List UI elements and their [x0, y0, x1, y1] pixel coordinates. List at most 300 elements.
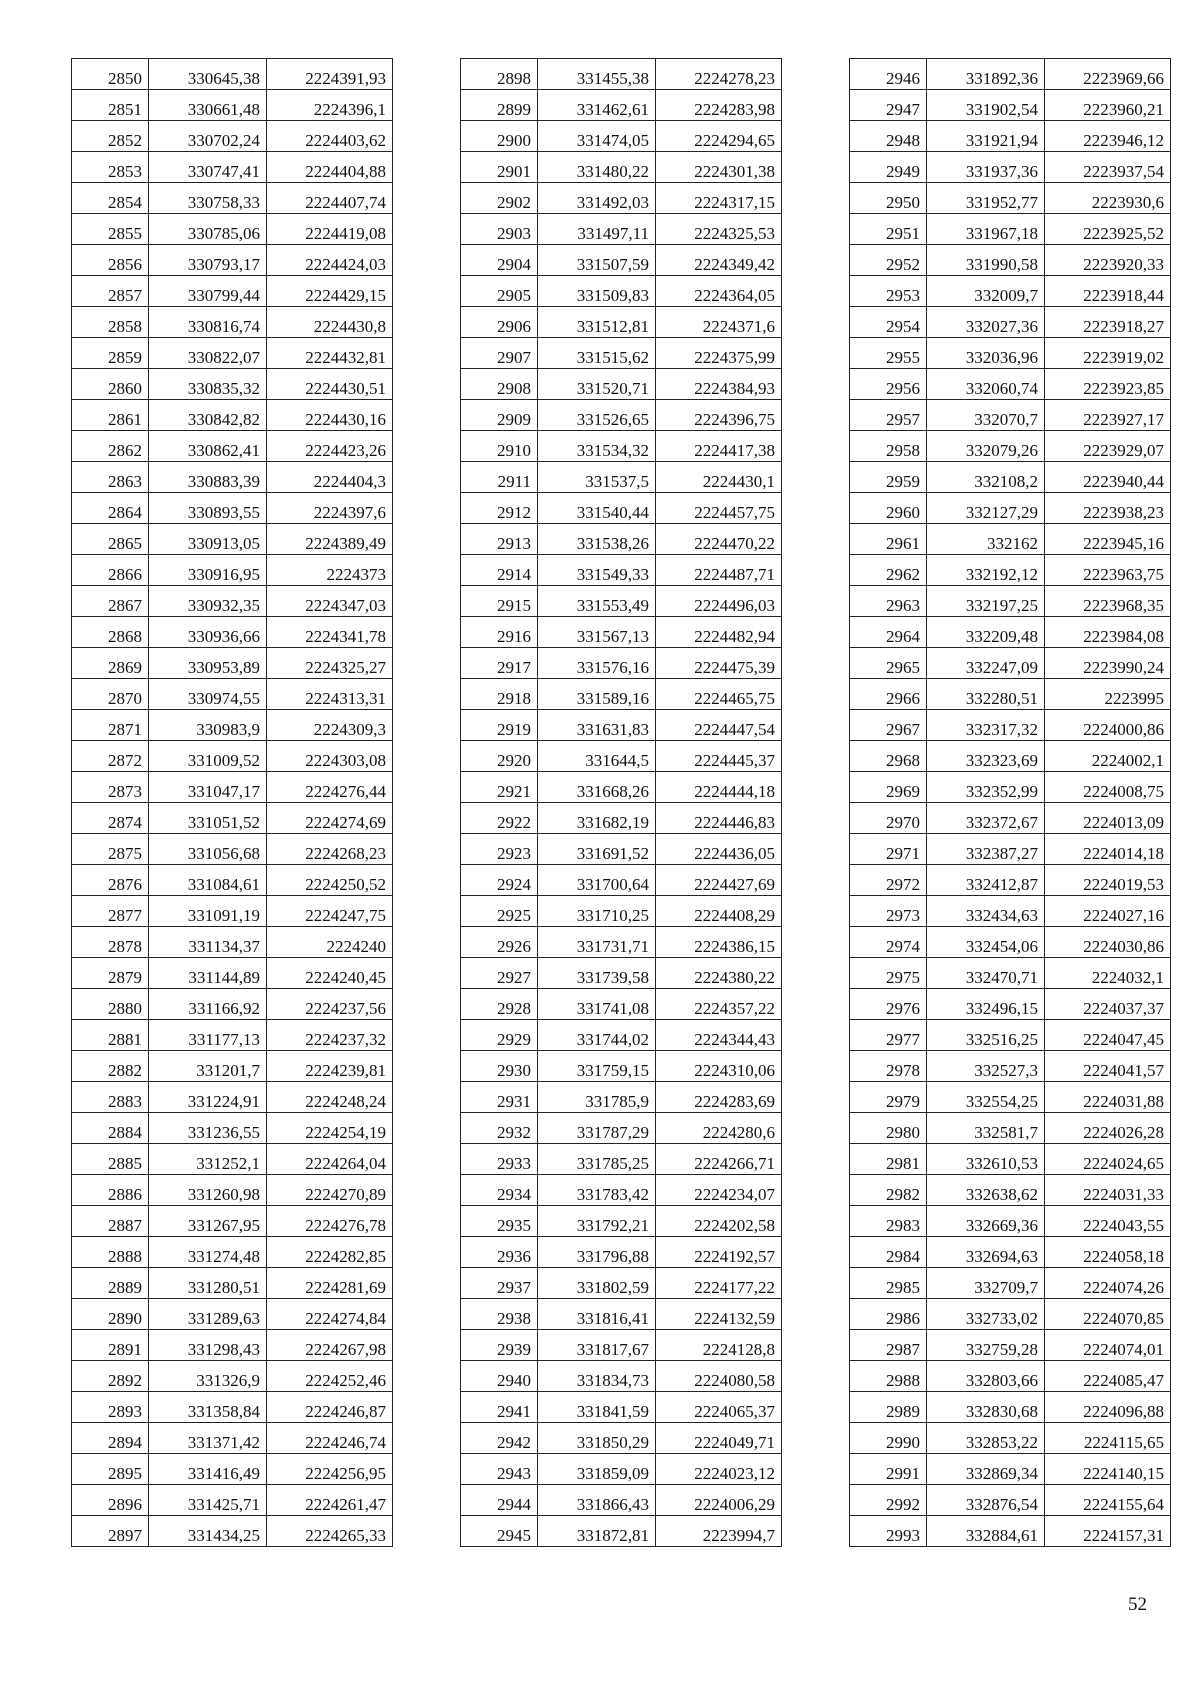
y-coordinate-cell: 2224265,33 [267, 1516, 393, 1547]
x-coordinate-cell: 332434,63 [927, 896, 1045, 927]
x-coordinate-cell: 330932,35 [149, 586, 267, 617]
x-coordinate-cell: 331462,61 [538, 90, 656, 121]
x-coordinate-cell: 331166,92 [149, 989, 267, 1020]
point-number-cell: 2923 [461, 834, 538, 865]
x-coordinate-cell: 331589,16 [538, 679, 656, 710]
y-coordinate-cell: 2224254,19 [267, 1113, 393, 1144]
x-coordinate-cell: 331921,94 [927, 121, 1045, 152]
x-coordinate-cell: 331084,61 [149, 865, 267, 896]
point-number-cell: 2931 [461, 1082, 538, 1113]
point-number-cell: 2950 [850, 183, 927, 214]
table-row [72, 1485, 393, 1516]
y-coordinate-cell: 2224457,75 [656, 493, 782, 524]
table-row [72, 1144, 393, 1175]
y-coordinate-cell: 2223940,44 [1045, 462, 1171, 493]
y-coordinate-cell: 2224313,31 [267, 679, 393, 710]
x-coordinate-cell: 331047,17 [149, 772, 267, 803]
table-row [461, 214, 782, 245]
x-coordinate-cell: 332709,7 [927, 1268, 1045, 1299]
point-number-cell: 2917 [461, 648, 538, 679]
table-row [461, 1299, 782, 1330]
y-coordinate-cell: 2224278,23 [656, 59, 782, 90]
x-coordinate-cell: 330793,17 [149, 245, 267, 276]
x-coordinate-cell: 331537,5 [538, 462, 656, 493]
y-coordinate-cell: 2223960,21 [1045, 90, 1171, 121]
x-coordinate-cell: 332581,7 [927, 1113, 1045, 1144]
x-coordinate-cell: 332869,34 [927, 1454, 1045, 1485]
y-coordinate-cell: 2224482,94 [656, 617, 782, 648]
y-coordinate-cell: 2224404,88 [267, 152, 393, 183]
point-number-cell: 2964 [850, 617, 927, 648]
table-row [72, 524, 393, 555]
point-number-cell: 2959 [850, 462, 927, 493]
table-row [850, 90, 1171, 121]
x-coordinate-cell: 332759,28 [927, 1330, 1045, 1361]
point-number-cell: 2957 [850, 400, 927, 431]
table-row [850, 524, 1171, 555]
table-row [850, 59, 1171, 90]
point-number-cell: 2977 [850, 1020, 927, 1051]
x-coordinate-cell: 331553,49 [538, 586, 656, 617]
table-row [72, 927, 393, 958]
point-number-cell: 2865 [72, 524, 149, 555]
point-number-cell: 2857 [72, 276, 149, 307]
x-coordinate-cell: 330747,41 [149, 152, 267, 183]
y-coordinate-cell: 2224240,45 [267, 958, 393, 989]
point-number-cell: 2899 [461, 90, 538, 121]
table-row [850, 741, 1171, 772]
table-row [850, 617, 1171, 648]
x-coordinate-cell: 332830,68 [927, 1392, 1045, 1423]
x-coordinate-cell: 330645,38 [149, 59, 267, 90]
y-coordinate-cell: 2224155,64 [1045, 1485, 1171, 1516]
table-row [72, 245, 393, 276]
x-coordinate-cell: 331298,43 [149, 1330, 267, 1361]
y-coordinate-cell: 2224031,33 [1045, 1175, 1171, 1206]
x-coordinate-cell: 330862,41 [149, 431, 267, 462]
table-row [850, 1268, 1171, 1299]
table-row [850, 896, 1171, 927]
point-number-cell: 2952 [850, 245, 927, 276]
y-coordinate-cell: 2224430,1 [656, 462, 782, 493]
table-row [72, 1516, 393, 1547]
table-row [461, 431, 782, 462]
point-number-cell: 2877 [72, 896, 149, 927]
x-coordinate-cell: 330983,9 [149, 710, 267, 741]
table-row [461, 834, 782, 865]
x-coordinate-cell: 330842,82 [149, 400, 267, 431]
point-number-cell: 2864 [72, 493, 149, 524]
y-coordinate-cell: 2223969,66 [1045, 59, 1171, 90]
x-coordinate-cell: 331902,54 [927, 90, 1045, 121]
point-number-cell: 2951 [850, 214, 927, 245]
point-number-cell: 2876 [72, 865, 149, 896]
y-coordinate-cell: 2224384,93 [656, 369, 782, 400]
y-coordinate-cell: 2224065,37 [656, 1392, 782, 1423]
x-coordinate-cell: 332412,87 [927, 865, 1045, 896]
y-coordinate-cell: 2224140,15 [1045, 1454, 1171, 1485]
point-number-cell: 2945 [461, 1516, 538, 1547]
x-coordinate-cell: 331526,65 [538, 400, 656, 431]
point-number-cell: 2955 [850, 338, 927, 369]
y-coordinate-cell: 2224294,65 [656, 121, 782, 152]
y-coordinate-cell: 2224047,45 [1045, 1020, 1171, 1051]
table-row [72, 772, 393, 803]
y-coordinate-cell: 2224237,56 [267, 989, 393, 1020]
point-number-cell: 2858 [72, 307, 149, 338]
y-coordinate-cell: 2224325,27 [267, 648, 393, 679]
x-coordinate-cell: 331425,71 [149, 1485, 267, 1516]
table-row [850, 679, 1171, 710]
y-coordinate-cell: 2224177,22 [656, 1268, 782, 1299]
table-row [850, 586, 1171, 617]
y-coordinate-cell: 2224240 [267, 927, 393, 958]
y-coordinate-cell: 2224423,26 [267, 431, 393, 462]
x-coordinate-cell: 331796,88 [538, 1237, 656, 1268]
x-coordinate-cell: 332127,29 [927, 493, 1045, 524]
y-coordinate-cell: 2224444,18 [656, 772, 782, 803]
table-row [850, 865, 1171, 896]
point-number-cell: 2897 [72, 1516, 149, 1547]
x-coordinate-cell: 331741,08 [538, 989, 656, 1020]
x-coordinate-cell: 331480,22 [538, 152, 656, 183]
table-row [461, 1082, 782, 1113]
x-coordinate-cell: 331371,42 [149, 1423, 267, 1454]
y-coordinate-cell: 2224373 [267, 555, 393, 586]
x-coordinate-cell: 331512,81 [538, 307, 656, 338]
table-row [850, 834, 1171, 865]
point-number-cell: 2852 [72, 121, 149, 152]
x-coordinate-cell: 331691,52 [538, 834, 656, 865]
x-coordinate-cell: 330702,24 [149, 121, 267, 152]
y-coordinate-cell: 2224496,03 [656, 586, 782, 617]
x-coordinate-cell: 330785,06 [149, 214, 267, 245]
point-number-cell: 2918 [461, 679, 538, 710]
point-number-cell: 2880 [72, 989, 149, 1020]
y-coordinate-cell: 2224157,31 [1045, 1516, 1171, 1547]
x-coordinate-cell: 332280,51 [927, 679, 1045, 710]
x-coordinate-cell: 331866,43 [538, 1485, 656, 1516]
table-row [72, 989, 393, 1020]
table-row [461, 617, 782, 648]
point-number-cell: 2912 [461, 493, 538, 524]
point-number-cell: 2913 [461, 524, 538, 555]
point-number-cell: 2882 [72, 1051, 149, 1082]
x-coordinate-cell: 331492,03 [538, 183, 656, 214]
y-coordinate-cell: 2224341,78 [267, 617, 393, 648]
table-row [850, 927, 1171, 958]
point-number-cell: 2987 [850, 1330, 927, 1361]
point-number-cell: 2885 [72, 1144, 149, 1175]
x-coordinate-cell: 331859,09 [538, 1454, 656, 1485]
y-coordinate-cell: 2224419,08 [267, 214, 393, 245]
y-coordinate-cell: 2224096,88 [1045, 1392, 1171, 1423]
y-coordinate-cell: 2224247,75 [267, 896, 393, 927]
x-coordinate-cell: 331455,38 [538, 59, 656, 90]
y-coordinate-cell: 2224403,62 [267, 121, 393, 152]
x-coordinate-cell: 331816,41 [538, 1299, 656, 1330]
y-coordinate-cell: 2224074,01 [1045, 1330, 1171, 1361]
y-coordinate-cell: 2224268,23 [267, 834, 393, 865]
x-coordinate-cell: 332372,67 [927, 803, 1045, 834]
y-coordinate-cell: 2223963,75 [1045, 555, 1171, 586]
y-coordinate-cell: 2224375,99 [656, 338, 782, 369]
y-coordinate-cell: 2223938,23 [1045, 493, 1171, 524]
point-number-cell: 2910 [461, 431, 538, 462]
table-row [850, 121, 1171, 152]
point-number-cell: 2974 [850, 927, 927, 958]
y-coordinate-cell: 2224487,71 [656, 555, 782, 586]
table-row [72, 586, 393, 617]
x-coordinate-cell: 332733,02 [927, 1299, 1045, 1330]
point-number-cell: 2949 [850, 152, 927, 183]
table-row [72, 617, 393, 648]
point-number-cell: 2921 [461, 772, 538, 803]
table-row [72, 803, 393, 834]
table-row [72, 1268, 393, 1299]
table-row [72, 555, 393, 586]
point-number-cell: 2861 [72, 400, 149, 431]
x-coordinate-cell: 332352,99 [927, 772, 1045, 803]
y-coordinate-cell: 2224309,3 [267, 710, 393, 741]
x-coordinate-cell: 331739,58 [538, 958, 656, 989]
table-row [461, 1392, 782, 1423]
x-coordinate-cell: 330916,95 [149, 555, 267, 586]
page-number: 52 [1128, 1594, 1147, 1615]
point-number-cell: 2941 [461, 1392, 538, 1423]
point-number-cell: 2991 [850, 1454, 927, 1485]
table-row [850, 1082, 1171, 1113]
x-coordinate-cell: 331091,19 [149, 896, 267, 927]
point-number-cell: 2874 [72, 803, 149, 834]
x-coordinate-cell: 331507,59 [538, 245, 656, 276]
table-row [461, 493, 782, 524]
y-coordinate-cell: 2224000,86 [1045, 710, 1171, 741]
table-row [72, 1051, 393, 1082]
point-number-cell: 2875 [72, 834, 149, 865]
y-coordinate-cell: 2224276,78 [267, 1206, 393, 1237]
y-coordinate-cell: 2224267,98 [267, 1330, 393, 1361]
y-coordinate-cell: 2224446,83 [656, 803, 782, 834]
point-number-cell: 2943 [461, 1454, 538, 1485]
point-number-cell: 2942 [461, 1423, 538, 1454]
point-number-cell: 2967 [850, 710, 927, 741]
x-coordinate-cell: 331538,26 [538, 524, 656, 555]
point-number-cell: 2879 [72, 958, 149, 989]
y-coordinate-cell: 2224281,69 [267, 1268, 393, 1299]
y-coordinate-cell: 2224041,57 [1045, 1051, 1171, 1082]
y-coordinate-cell: 2224023,12 [656, 1454, 782, 1485]
table-row [72, 958, 393, 989]
y-coordinate-cell: 2224070,85 [1045, 1299, 1171, 1330]
x-coordinate-cell: 331236,55 [149, 1113, 267, 1144]
table-row [72, 1206, 393, 1237]
table-row [72, 1330, 393, 1361]
point-number-cell: 2866 [72, 555, 149, 586]
y-coordinate-cell: 2223945,16 [1045, 524, 1171, 555]
y-coordinate-cell: 2224261,47 [267, 1485, 393, 1516]
y-coordinate-cell: 2224115,65 [1045, 1423, 1171, 1454]
x-coordinate-cell: 332027,36 [927, 307, 1045, 338]
table-row [461, 338, 782, 369]
x-coordinate-cell: 331274,48 [149, 1237, 267, 1268]
table-row [850, 1299, 1171, 1330]
x-coordinate-cell: 331289,63 [149, 1299, 267, 1330]
y-coordinate-cell: 2224239,81 [267, 1051, 393, 1082]
x-coordinate-cell: 331009,52 [149, 741, 267, 772]
table-row [461, 1144, 782, 1175]
point-number-cell: 2927 [461, 958, 538, 989]
x-coordinate-cell: 332876,54 [927, 1485, 1045, 1516]
y-coordinate-cell: 2224274,69 [267, 803, 393, 834]
x-coordinate-cell: 332803,66 [927, 1361, 1045, 1392]
y-coordinate-cell: 2224270,89 [267, 1175, 393, 1206]
x-coordinate-cell: 331497,11 [538, 214, 656, 245]
table-row [850, 648, 1171, 679]
point-number-cell: 2935 [461, 1206, 538, 1237]
y-coordinate-cell: 2224470,22 [656, 524, 782, 555]
x-coordinate-cell: 332610,53 [927, 1144, 1045, 1175]
y-coordinate-cell: 2223920,33 [1045, 245, 1171, 276]
y-coordinate-cell: 2224349,42 [656, 245, 782, 276]
table-row [850, 276, 1171, 307]
y-coordinate-cell: 2224027,16 [1045, 896, 1171, 927]
y-coordinate-cell: 2224283,98 [656, 90, 782, 121]
table-row [72, 152, 393, 183]
x-coordinate-cell: 331937,36 [927, 152, 1045, 183]
table-row [461, 369, 782, 400]
y-coordinate-cell: 2224280,6 [656, 1113, 782, 1144]
x-coordinate-cell: 331474,05 [538, 121, 656, 152]
table-row [850, 989, 1171, 1020]
y-coordinate-cell: 2224475,39 [656, 648, 782, 679]
x-coordinate-cell: 331134,37 [149, 927, 267, 958]
x-coordinate-cell: 332884,61 [927, 1516, 1045, 1547]
table-row [72, 648, 393, 679]
y-coordinate-cell: 2224344,43 [656, 1020, 782, 1051]
y-coordinate-cell: 2224391,93 [267, 59, 393, 90]
point-number-cell: 2889 [72, 1268, 149, 1299]
point-number-cell: 2965 [850, 648, 927, 679]
point-number-cell: 2894 [72, 1423, 149, 1454]
table-row [461, 1206, 782, 1237]
point-number-cell: 2976 [850, 989, 927, 1020]
point-number-cell: 2887 [72, 1206, 149, 1237]
y-coordinate-cell: 2223995 [1045, 679, 1171, 710]
y-coordinate-cell: 2223946,12 [1045, 121, 1171, 152]
point-number-cell: 2883 [72, 1082, 149, 1113]
point-number-cell: 2853 [72, 152, 149, 183]
y-coordinate-cell: 2224256,95 [267, 1454, 393, 1485]
x-coordinate-cell: 332323,69 [927, 741, 1045, 772]
table-row [72, 121, 393, 152]
point-number-cell: 2978 [850, 1051, 927, 1082]
table-row [850, 1454, 1171, 1485]
table-row [850, 214, 1171, 245]
point-number-cell: 2954 [850, 307, 927, 338]
x-coordinate-cell: 331817,67 [538, 1330, 656, 1361]
x-coordinate-cell: 332060,74 [927, 369, 1045, 400]
table-row [850, 307, 1171, 338]
point-number-cell: 2933 [461, 1144, 538, 1175]
y-coordinate-cell: 2224408,29 [656, 896, 782, 927]
y-coordinate-cell: 2224058,18 [1045, 1237, 1171, 1268]
point-number-cell: 2908 [461, 369, 538, 400]
table-row [461, 927, 782, 958]
x-coordinate-cell: 330974,55 [149, 679, 267, 710]
table-row [72, 338, 393, 369]
x-coordinate-cell: 331144,89 [149, 958, 267, 989]
x-coordinate-cell: 331802,59 [538, 1268, 656, 1299]
y-coordinate-cell: 2224310,06 [656, 1051, 782, 1082]
table-row [72, 183, 393, 214]
point-number-cell: 2939 [461, 1330, 538, 1361]
point-number-cell: 2971 [850, 834, 927, 865]
y-coordinate-cell: 2224396,75 [656, 400, 782, 431]
table-row [72, 834, 393, 865]
y-coordinate-cell: 2224347,03 [267, 586, 393, 617]
point-number-cell: 2896 [72, 1485, 149, 1516]
point-number-cell: 2975 [850, 958, 927, 989]
x-coordinate-cell: 331260,98 [149, 1175, 267, 1206]
x-coordinate-cell: 331785,9 [538, 1082, 656, 1113]
point-number-cell: 2969 [850, 772, 927, 803]
point-number-cell: 2966 [850, 679, 927, 710]
x-coordinate-cell: 332079,26 [927, 431, 1045, 462]
table-row [461, 555, 782, 586]
y-coordinate-cell: 2224276,44 [267, 772, 393, 803]
table-row [461, 462, 782, 493]
table-row [850, 1020, 1171, 1051]
table-row [461, 1485, 782, 1516]
point-number-cell: 2903 [461, 214, 538, 245]
x-coordinate-cell: 332209,48 [927, 617, 1045, 648]
x-coordinate-cell: 330953,89 [149, 648, 267, 679]
table-row [72, 865, 393, 896]
x-coordinate-cell: 331224,91 [149, 1082, 267, 1113]
y-coordinate-cell: 2224386,15 [656, 927, 782, 958]
table-row [461, 1268, 782, 1299]
y-coordinate-cell: 2224432,81 [267, 338, 393, 369]
y-coordinate-cell: 2224417,38 [656, 431, 782, 462]
table-row [72, 369, 393, 400]
y-coordinate-cell: 2223923,85 [1045, 369, 1171, 400]
y-coordinate-cell: 2224234,07 [656, 1175, 782, 1206]
point-number-cell: 2958 [850, 431, 927, 462]
y-coordinate-cell: 2223937,54 [1045, 152, 1171, 183]
y-coordinate-cell: 2223919,02 [1045, 338, 1171, 369]
point-number-cell: 2915 [461, 586, 538, 617]
table-row [850, 1516, 1171, 1547]
y-coordinate-cell: 2224246,87 [267, 1392, 393, 1423]
x-coordinate-cell: 330816,74 [149, 307, 267, 338]
y-coordinate-cell: 2224465,75 [656, 679, 782, 710]
x-coordinate-cell: 332247,09 [927, 648, 1045, 679]
x-coordinate-cell: 332317,32 [927, 710, 1045, 741]
table-row [850, 1113, 1171, 1144]
y-coordinate-cell: 2224430,8 [267, 307, 393, 338]
x-coordinate-cell: 331990,58 [927, 245, 1045, 276]
table-row [850, 400, 1171, 431]
table-row [461, 1423, 782, 1454]
point-number-cell: 2873 [72, 772, 149, 803]
table-row [72, 307, 393, 338]
point-number-cell: 2854 [72, 183, 149, 214]
point-number-cell: 2930 [461, 1051, 538, 1082]
point-number-cell: 2906 [461, 307, 538, 338]
table-row [850, 1051, 1171, 1082]
x-coordinate-cell: 331056,68 [149, 834, 267, 865]
